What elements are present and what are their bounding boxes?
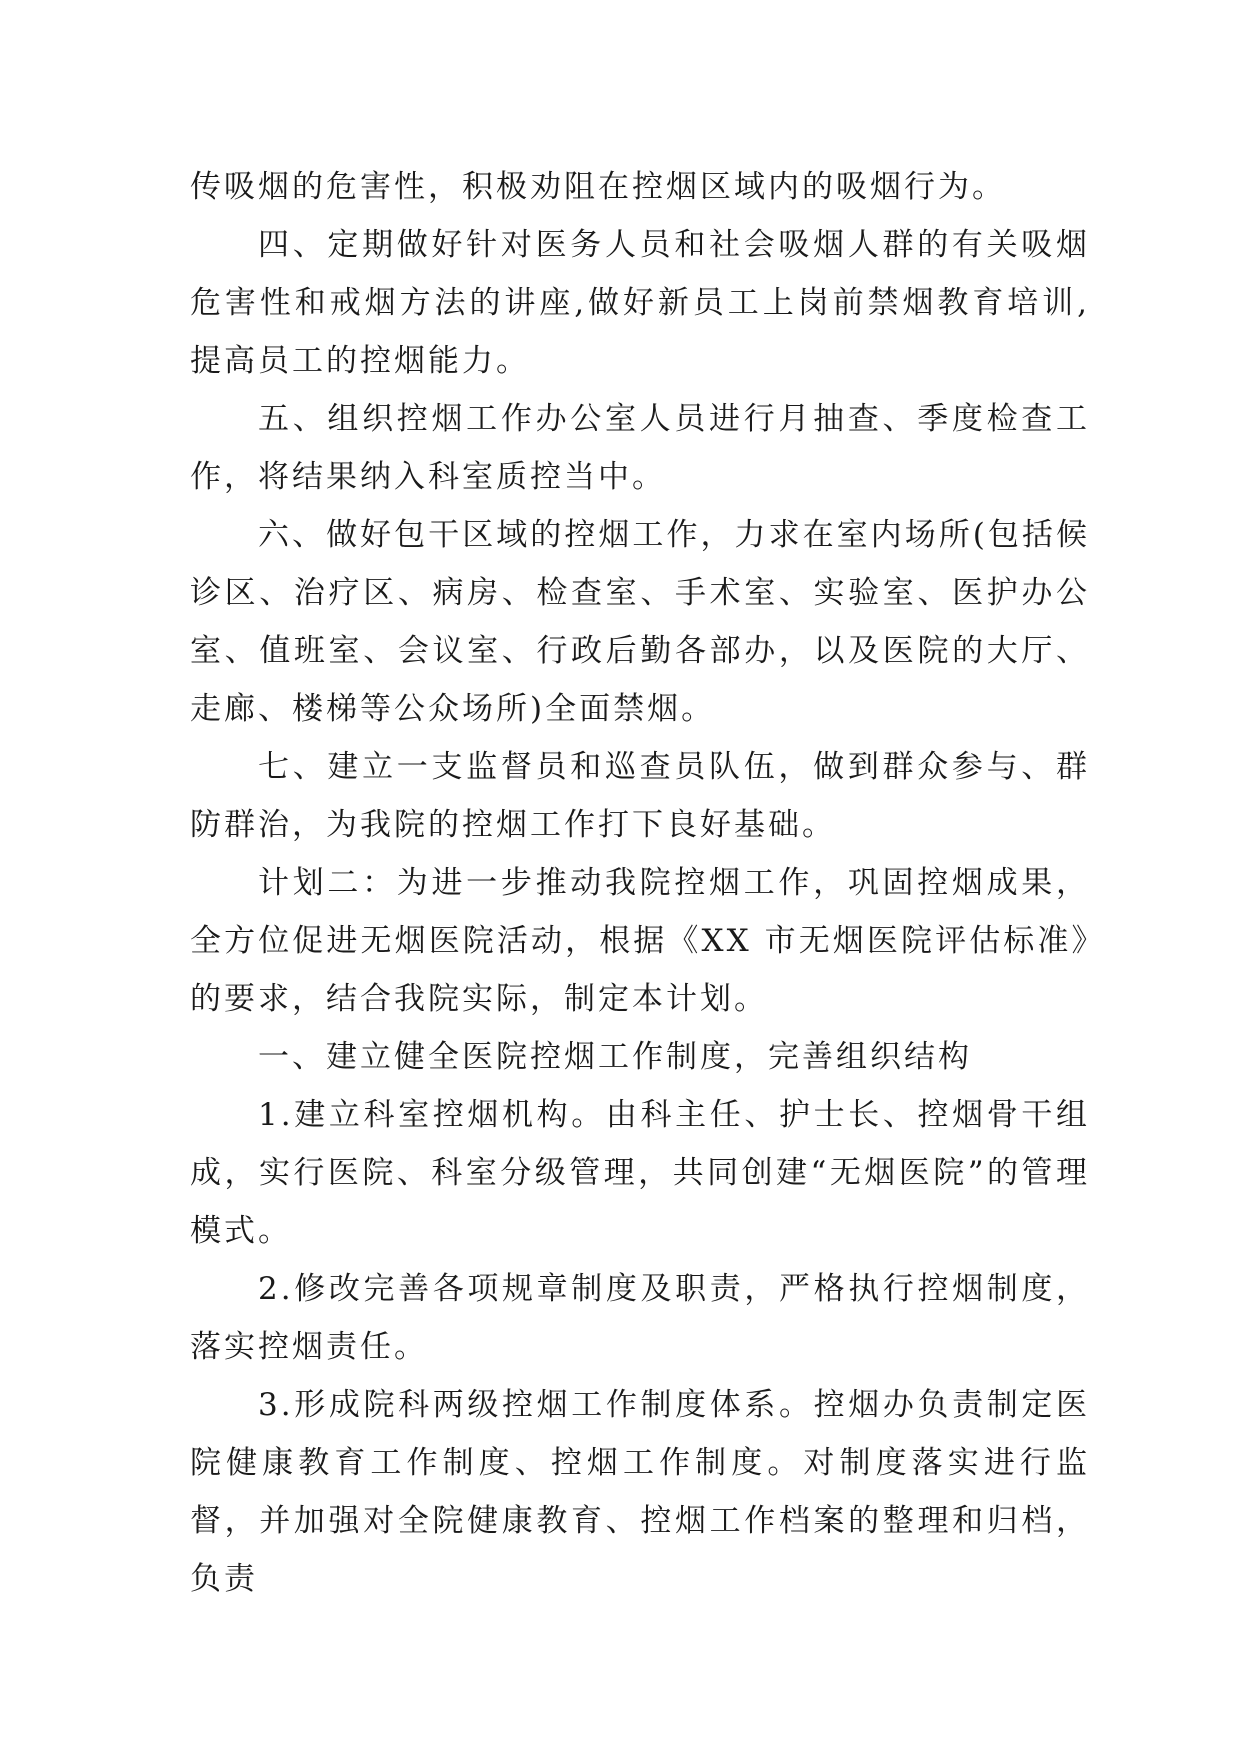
paragraph-plan-two: 计划二：为进一步推动我院控烟工作，巩固控烟成果，全方位促进无烟医院活动，根据《XX 市无烟医院评估标准》的要求，结合我院实际，制定本计划。 (190, 865, 1090, 1017)
paragraph-item-seven: 七、建立一支监督员和巡查员队伍，做到群众参与、群防群治，为我院的控烟工作打下良好基础。 (190, 749, 1090, 843)
paragraph-subitem-1: 1.建立科室控烟机构。由科主任、护士长、控烟骨干组成，实行医院、科室分级管理，共同创建“无烟医院”的管理模式。 (190, 1097, 1090, 1249)
paragraph-subitem-2: 2.修改完善各项规章制度及职责，严格执行控烟制度，落实控烟责任。 (190, 1271, 1090, 1365)
paragraph-continuation: 传吸烟的危害性，积极劝阻在控烟区域内的吸烟行为。 (190, 169, 1006, 205)
paragraph-item-six: 六、做好包干区域的控烟工作，力求在室内场所(包括候诊区、治疗区、病房、检查室、手术室、实验室、医护办公室、值班室、会议室、行政后勤各部办，以及医院的大厅、走廊、楼梯等公众场所)全面禁烟。 (190, 517, 1090, 727)
paragraph-subitem-3: 3.形成院科两级控烟工作制度体系。控烟办负责制定医院健康教育工作制度、控烟工作制度。对制度落实进行监督，并加强对全院健康教育、控烟工作档案的整理和归档，负责 (190, 1387, 1090, 1597)
section-heading-one: 一、建立健全医院控烟工作制度，完善组织结构 (258, 1039, 972, 1075)
paragraph-item-four: 四、定期做好针对医务人员和社会吸烟人群的有关吸烟危害性和戒烟方法的讲座,做好新员工上岗前禁烟教育培训,提高员工的控烟能力。 (190, 227, 1090, 379)
paragraph-item-five: 五、组织控烟工作办公室人员进行月抽查、季度检查工作，将结果纳入科室质控当中。 (190, 401, 1090, 495)
document-body (190, 158, 1090, 1608)
